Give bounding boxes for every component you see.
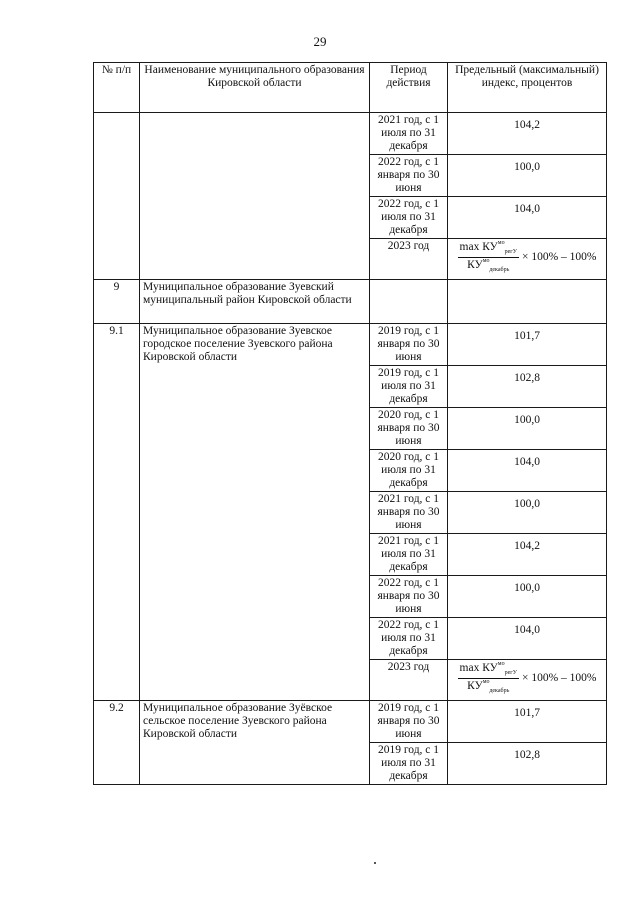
period-cell: 2022 год, с 1 января по 30 июня [370, 576, 448, 618]
period-cell: 2019 год, с 1 января по 30 июня [370, 324, 448, 366]
header-period: Период действия [370, 63, 448, 113]
tariff-index-table [93, 62, 607, 785]
section-num: 9 [94, 280, 140, 324]
section-name: Муниципальное образование Зуевский муниципальный район Кировской области [140, 280, 370, 324]
index-value: 104,0 [448, 618, 607, 660]
index-value: 104,2 [448, 534, 607, 576]
table-row [94, 324, 607, 366]
period-cell: 2019 год, с 1 января по 30 июня [370, 701, 448, 743]
section-num: 9.1 [94, 324, 140, 701]
empty-cell [448, 280, 607, 324]
period-cell: 2022 год, с 1 июля по 31 декабря [370, 618, 448, 660]
section-name: Муниципальное образование Зуевское городское поселение Зуевского района Кировской области [140, 324, 370, 701]
index-value: 104,0 [448, 197, 607, 239]
table-row [94, 113, 607, 155]
index-value: 104,2 [448, 113, 607, 155]
index-value: 102,8 [448, 743, 607, 785]
formula-tail: × 100% – 100% [521, 251, 597, 263]
table-header-row [94, 63, 607, 113]
period-cell: 2021 год, с 1 января по 30 июня [370, 492, 448, 534]
formula-numerator: $\max КУ^{мо}_{регУ}$ [458, 241, 519, 258]
index-formula [448, 239, 607, 280]
index-value: 100,0 [448, 408, 607, 450]
period-cell: 2022 год, с 1 июля по 31 декабря [370, 197, 448, 239]
index-value: 101,7 [448, 701, 607, 743]
period-cell: 2021 год, с 1 июля по 31 декабря [370, 113, 448, 155]
period-cell: 2023 год [370, 660, 448, 701]
period-cell: 2021 год, с 1 июля по 31 декабря [370, 534, 448, 576]
formula-numerator: $\max КУ^{мо}_{регУ}$ [458, 662, 519, 679]
period-cell: 2020 год, с 1 января по 30 июня [370, 408, 448, 450]
scan-speck [374, 862, 376, 864]
formula-denominator: $КУ^{мо}_{декабрь}$ [467, 258, 510, 273]
formula-denominator: $КУ^{мо}_{декабрь}$ [467, 679, 510, 694]
index-value: 100,0 [448, 492, 607, 534]
index-value: 102,8 [448, 366, 607, 408]
header-name: Наименование муниципального образования Кировской области [140, 63, 370, 113]
header-num: № п/п [94, 63, 140, 113]
name-cell [140, 113, 370, 280]
index-value: 100,0 [448, 155, 607, 197]
formula [458, 662, 597, 695]
index-value: 101,7 [448, 324, 607, 366]
section-num: 9.2 [94, 701, 140, 785]
header-index: Предельный (максимальный) индекс, процентов [448, 63, 607, 113]
period-cell: 2022 год, с 1 января по 30 июня [370, 155, 448, 197]
index-formula [448, 660, 607, 701]
section-row [94, 280, 607, 324]
period-cell: 2019 год, с 1 июля по 31 декабря [370, 366, 448, 408]
num-cell [94, 113, 140, 280]
section-name: Муниципальное образование Зуёвское сельское поселение Зуевского района Кировской области [140, 701, 370, 785]
period-cell: 2020 год, с 1 июля по 31 декабря [370, 450, 448, 492]
empty-cell [370, 280, 448, 324]
period-cell: 2019 год, с 1 июля по 31 декабря [370, 743, 448, 785]
page-number: 29 [313, 34, 327, 49]
period-cell: 2023 год [370, 239, 448, 280]
formula [458, 241, 597, 274]
index-value: 100,0 [448, 576, 607, 618]
formula-tail: × 100% – 100% [521, 672, 597, 684]
table-row [94, 701, 607, 743]
index-value: 104,0 [448, 450, 607, 492]
